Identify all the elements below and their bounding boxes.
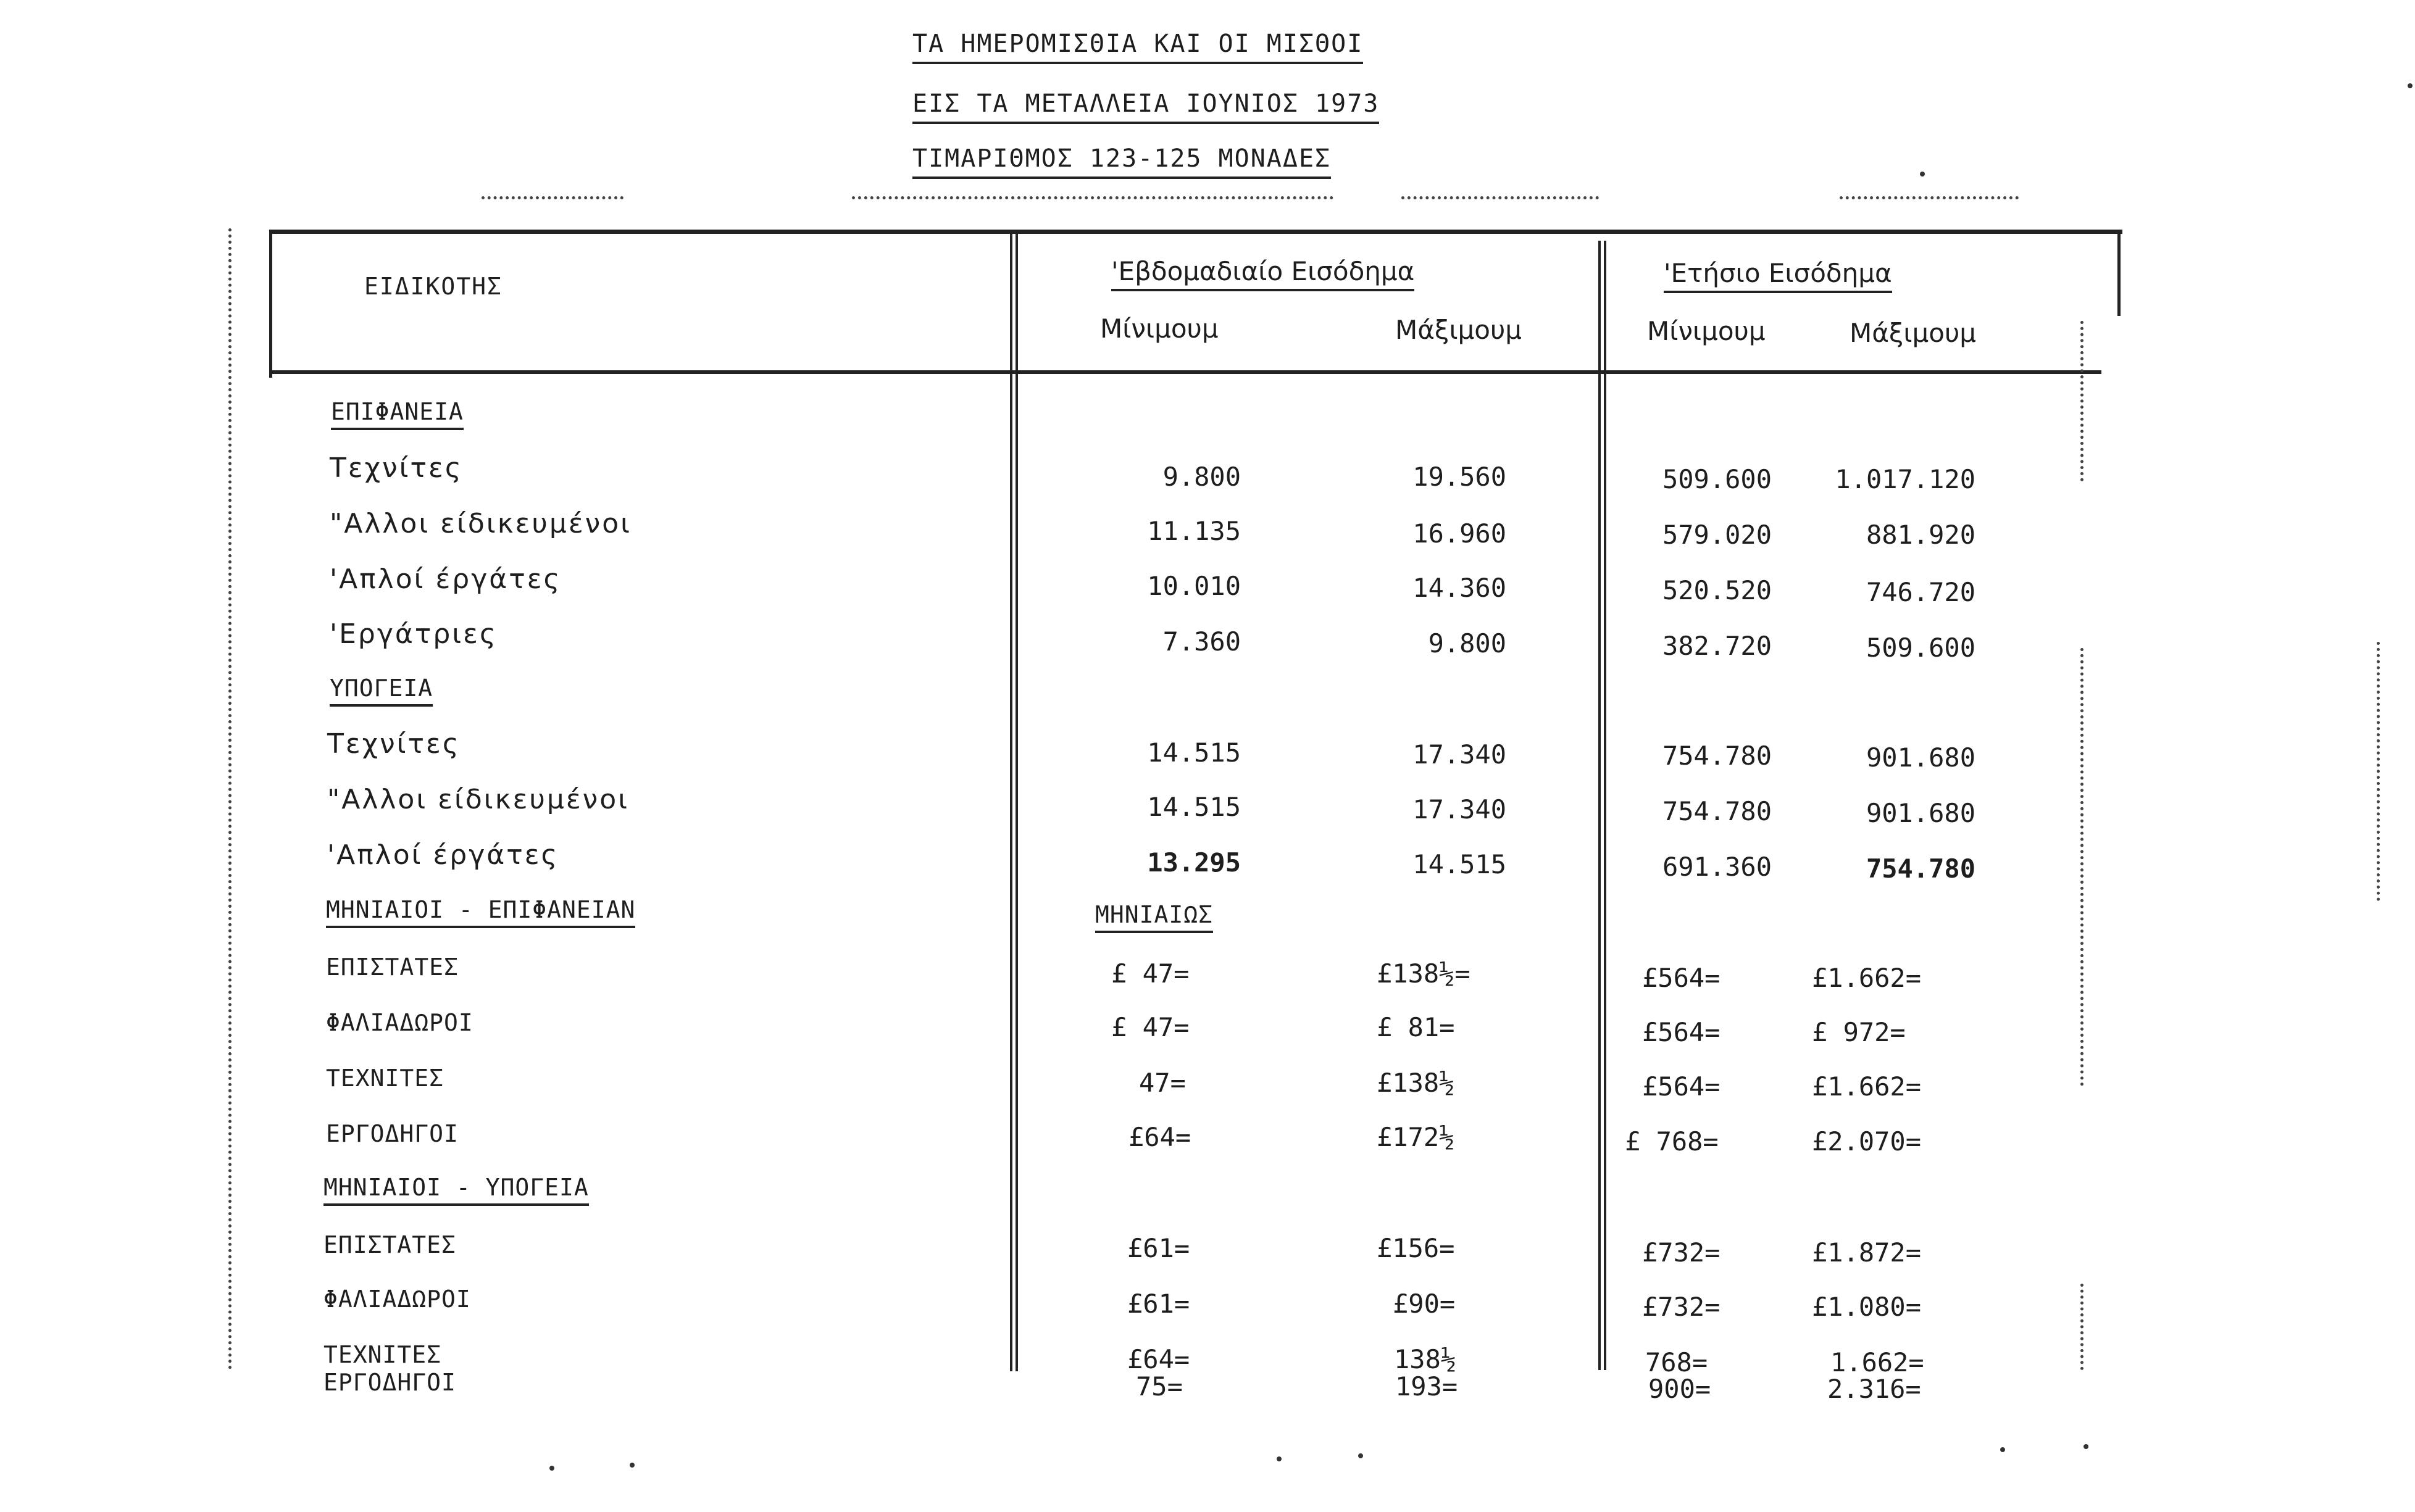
- column-group-weekly-income: 'Εβδομαδιαίο Εισόδημα: [1111, 256, 1414, 291]
- row-label: Τεχνίτες: [330, 452, 463, 484]
- cell-weekly-max: £172½: [1377, 1122, 1455, 1152]
- table-left-rule: [269, 230, 272, 378]
- row-label: ΕΡΓΟΔΗΓΟΙ: [323, 1369, 456, 1396]
- column-group-yearly-income: 'Ετήσιο Εισόδημα: [1664, 258, 1892, 293]
- section-title-monthly-underground: ΜΗΝΙΑΙΟΙ - ΥΠΟΓΕΙΑ: [323, 1174, 589, 1206]
- cell-yearly-max: 901.680: [1866, 742, 1975, 773]
- row-label: ΕΠΙΣΤΑΤΕΣ: [326, 953, 459, 981]
- row-label: ΤΕΧΝΙΤΕΣ: [326, 1065, 444, 1092]
- row-label: 'Απλοί έργάτες: [327, 839, 559, 871]
- dotted-line-c: [1401, 196, 1599, 199]
- far-right-dotted-border: [2377, 642, 2380, 901]
- row-label: "Αλλοι είδικευμένοι: [327, 784, 630, 815]
- column-header-yearly-max: Μάξιμουμ: [1850, 318, 1976, 348]
- row-label: ΦΑΛΙΑΔΩΡΟΙ: [326, 1009, 473, 1036]
- cell-weekly-min: 10.010: [1147, 571, 1241, 601]
- row-label: ΤΕΧΝΙΤΕΣ: [323, 1341, 442, 1368]
- column-divider-yearly: [1598, 241, 1601, 1370]
- cell-yearly-min: £564=: [1642, 963, 1721, 993]
- cell-yearly-max: 509.600: [1866, 633, 1975, 663]
- cell-weekly-max: 14.360: [1412, 573, 1506, 603]
- cell-weekly-max: 19.560: [1412, 462, 1506, 492]
- cell-yearly-min: 579.020: [1662, 520, 1772, 550]
- cell-weekly-max: 16.960: [1412, 518, 1506, 549]
- cell-yearly-max: £ 972=: [1812, 1017, 1906, 1047]
- cell-weekly-max: 17.340: [1412, 794, 1506, 825]
- column-divider-yearly-double: [1604, 241, 1606, 1370]
- row-label: ΕΠΙΣΤΑΤΕΣ: [323, 1231, 456, 1258]
- cell-weekly-min: 14.515: [1147, 737, 1241, 768]
- section-title-underground: ΥΠΟΓΕΙΑ: [330, 675, 433, 707]
- table-right-rule: [2117, 230, 2121, 316]
- scan-speck: [630, 1463, 635, 1468]
- dotted-line-a: [482, 196, 624, 199]
- scan-speck: [2408, 83, 2413, 88]
- cell-yearly-max: £2.070=: [1812, 1126, 1922, 1157]
- section-subtitle-monthly: ΜΗΝΙΑΙΩΣ: [1095, 901, 1213, 933]
- cell-yearly-min: 754.780: [1662, 741, 1772, 771]
- column-header-weekly-min: Μίνιμουμ: [1100, 314, 1219, 344]
- cell-yearly-min: 768=: [1645, 1347, 1708, 1377]
- cell-weekly-min: 13.295: [1147, 847, 1241, 878]
- cell-weekly-min: £64=: [1127, 1344, 1190, 1374]
- cell-yearly-max: 2.316=: [1827, 1374, 1921, 1404]
- row-label: 'Εργάτριες: [330, 618, 498, 650]
- cell-weekly-min: 14.515: [1147, 792, 1241, 822]
- scan-speck: [549, 1466, 554, 1471]
- cell-yearly-max: £1.080=: [1812, 1292, 1922, 1322]
- cell-yearly-min: 382.720: [1662, 631, 1772, 661]
- cell-weekly-min: 7.360: [1162, 626, 1241, 657]
- column-header-specialty: ΕΙΔΙΚΟΤΗΣ: [364, 273, 503, 300]
- cell-weekly-max: 9.800: [1428, 628, 1506, 658]
- row-label: Τεχνίτες: [327, 728, 461, 760]
- table-top-rule: [269, 230, 2122, 234]
- document-title-line-2: ΕΙΣ ΤΑ ΜΕΤΑΛΛΕΙΑ ΙΟΥΝΙΟΣ 1973: [912, 89, 1379, 124]
- column-divider-weekly-double: [1016, 230, 1018, 1371]
- cell-yearly-min: 900=: [1648, 1374, 1711, 1404]
- cell-yearly-max: 881.920: [1866, 520, 1975, 550]
- cell-weekly-max: £138½: [1377, 1068, 1455, 1098]
- cell-yearly-min: 754.780: [1662, 796, 1772, 826]
- cell-yearly-max: 1.017.120: [1835, 464, 1975, 494]
- cell-yearly-max: 746.720: [1866, 577, 1975, 607]
- table-header-rule: [269, 370, 2101, 374]
- section-title-surface: ΕΠΙΦΑΝΕΙΑ: [331, 398, 464, 430]
- column-header-yearly-min: Μίνιμουμ: [1647, 316, 1766, 346]
- cell-weekly-max: 193=: [1395, 1371, 1458, 1402]
- cell-weekly-min: 47=: [1139, 1068, 1186, 1098]
- cell-weekly-min: 75=: [1136, 1371, 1183, 1402]
- scan-speck: [1920, 172, 1925, 177]
- cell-yearly-min: 520.520: [1662, 575, 1772, 605]
- cell-yearly-min: £ 768=: [1625, 1126, 1719, 1157]
- cell-yearly-max: 901.680: [1866, 798, 1975, 828]
- cell-yearly-min: £564=: [1642, 1071, 1721, 1102]
- right-dotted-border-2: [2080, 648, 2083, 1086]
- row-label: ΦΑΛΙΑΔΩΡΟΙ: [323, 1286, 471, 1313]
- scan-speck: [1277, 1456, 1282, 1461]
- cell-weekly-min: £61=: [1127, 1289, 1190, 1319]
- cell-yearly-max: £1.872=: [1812, 1237, 1922, 1268]
- cell-yearly-min: 509.600: [1662, 464, 1772, 494]
- cell-yearly-min: 691.360: [1662, 852, 1772, 882]
- cell-yearly-min: £732=: [1642, 1237, 1721, 1268]
- right-dotted-border-1: [2080, 321, 2083, 481]
- cell-weekly-max: £90=: [1393, 1289, 1456, 1319]
- left-dotted-border: [228, 228, 231, 1370]
- dotted-line-b: [852, 196, 1333, 199]
- cell-weekly-min: £ 47=: [1111, 1012, 1190, 1042]
- cell-yearly-min: £732=: [1642, 1292, 1721, 1322]
- cell-weekly-max: 138½: [1394, 1344, 1457, 1374]
- column-header-weekly-max: Μάξιμουμ: [1395, 315, 1522, 345]
- cell-weekly-min: 9.800: [1162, 462, 1241, 492]
- row-label: 'Απλοί έργάτες: [330, 563, 562, 595]
- scan-speck: [2000, 1447, 2005, 1452]
- row-label: "Αλλοι είδικευμένοι: [330, 508, 632, 539]
- cell-weekly-max: £156=: [1377, 1233, 1455, 1263]
- cell-yearly-max: 754.780: [1866, 854, 1975, 884]
- cell-weekly-max: 17.340: [1412, 739, 1506, 770]
- cell-weekly-min: £64=: [1128, 1122, 1191, 1152]
- cell-yearly-min: £564=: [1642, 1017, 1721, 1047]
- scan-speck: [2083, 1444, 2088, 1449]
- cell-yearly-max: 1.662=: [1830, 1347, 1924, 1377]
- scan-speck: [1358, 1453, 1363, 1458]
- section-title-monthly-surface: ΜΗΝΙΑΙΟΙ - ΕΠΙΦΑΝΕΙΑΝ: [326, 896, 635, 928]
- cell-weekly-min: £61=: [1127, 1233, 1190, 1263]
- document-title-line-1: ΤΑ ΗΜΕΡΟΜΙΣΘΙΑ ΚΑΙ ΟΙ ΜΙΣΘΟΙ: [912, 30, 1363, 64]
- cell-weekly-min: 11.135: [1147, 516, 1241, 546]
- cell-weekly-max: £ 81=: [1377, 1012, 1455, 1042]
- right-dotted-border-3: [2080, 1284, 2083, 1370]
- dotted-line-d: [1840, 196, 2019, 199]
- cell-weekly-max: £138½=: [1377, 958, 1470, 989]
- document-title-line-3: ΤΙΜΑΡΙΘΜΟΣ 123-125 ΜΟΝΑΔΕΣ: [912, 144, 1331, 179]
- row-label: ΕΡΓΟΔΗΓΟΙ: [326, 1120, 459, 1147]
- cell-yearly-max: £1.662=: [1812, 1071, 1922, 1102]
- cell-weekly-min: £ 47=: [1111, 958, 1190, 989]
- cell-yearly-max: £1.662=: [1812, 963, 1922, 993]
- column-divider-weekly: [1010, 230, 1012, 1371]
- cell-weekly-max: 14.515: [1412, 849, 1506, 879]
